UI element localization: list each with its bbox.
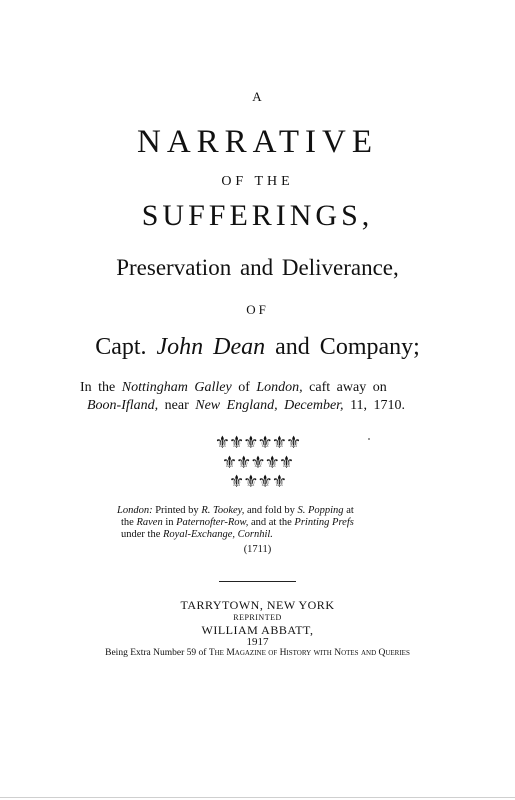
- magazine-title: The Magazine of History with Notes and Queries: [208, 648, 410, 658]
- title-preservation: Preservation and Deliverance,: [116, 255, 399, 280]
- title-sufferings: SUFFERINGS,: [141, 199, 374, 232]
- imprint-line-3: [121, 529, 273, 540]
- title-captain: [0, 333, 515, 361]
- fleur-ornament-row: ⚜⚜⚜⚜⚜: [221, 453, 294, 472]
- series-note-text: Being Extra Number 59 of: [105, 648, 207, 658]
- imprint-text: Printed by: [155, 505, 199, 516]
- imprint-place: London:: [117, 505, 153, 516]
- divider-rule: [219, 581, 296, 582]
- reprint-series-note: [0, 648, 515, 658]
- imprint-text: and at the: [250, 517, 292, 528]
- reprint-label: REPRINTED: [233, 613, 282, 622]
- imprint-year: (1711): [243, 544, 272, 555]
- ship-name: Nottingham Galley: [121, 380, 232, 395]
- shop-sign: Raven: [136, 517, 163, 528]
- title-of-the: OF THE: [221, 174, 294, 189]
- imprint-text: the: [121, 517, 134, 528]
- desc-text: near: [164, 398, 189, 413]
- seller-name: S. Popping: [297, 505, 344, 516]
- captain-prefix: Capt.: [95, 334, 147, 360]
- street-name: Paternofter-Row,: [176, 517, 249, 528]
- exchange-name: Royal-Exchange, Cornhil.: [163, 529, 273, 540]
- imprint-text: at: [346, 505, 354, 516]
- place-date: New England, December,: [195, 398, 344, 413]
- title-narrative: NARRATIVE: [137, 124, 378, 160]
- desc-text: In the: [80, 380, 116, 395]
- title-of: OF: [246, 302, 269, 317]
- speck: [368, 438, 370, 440]
- fleur-ornament-row: ⚜⚜⚜⚜: [229, 472, 286, 491]
- reprint-year: 1917: [246, 636, 269, 648]
- page-edge-line: [0, 797, 515, 798]
- captain-name: John Dean: [156, 334, 266, 360]
- captain-suffix: and Company;: [275, 334, 420, 360]
- imprint-line-1: [117, 505, 354, 516]
- fleur-ornament-row: ⚜⚜⚜⚜⚜⚜: [214, 433, 301, 452]
- imprint-text: in: [165, 517, 174, 528]
- description-line-2: [87, 398, 405, 414]
- place-name: London,: [256, 380, 303, 395]
- press-name: Printing Prefs: [294, 517, 354, 528]
- desc-text: of: [238, 380, 250, 395]
- imprint-text: under the: [121, 529, 161, 540]
- printer-name: R. Tookey,: [201, 505, 245, 516]
- description-line-1: [80, 380, 387, 396]
- reprint-place: TARRYTOWN, NEW YORK: [180, 598, 335, 612]
- title-article: A: [252, 89, 263, 104]
- imprint-line-2: [121, 517, 354, 528]
- imprint-text: and fold by: [247, 505, 295, 516]
- desc-text: caft away on: [309, 380, 387, 395]
- island-name: Boon-Ifland,: [87, 398, 159, 413]
- reprint-publisher: WILLIAM ABBATT,: [201, 623, 314, 637]
- date-text: 11, 1710.: [350, 398, 406, 413]
